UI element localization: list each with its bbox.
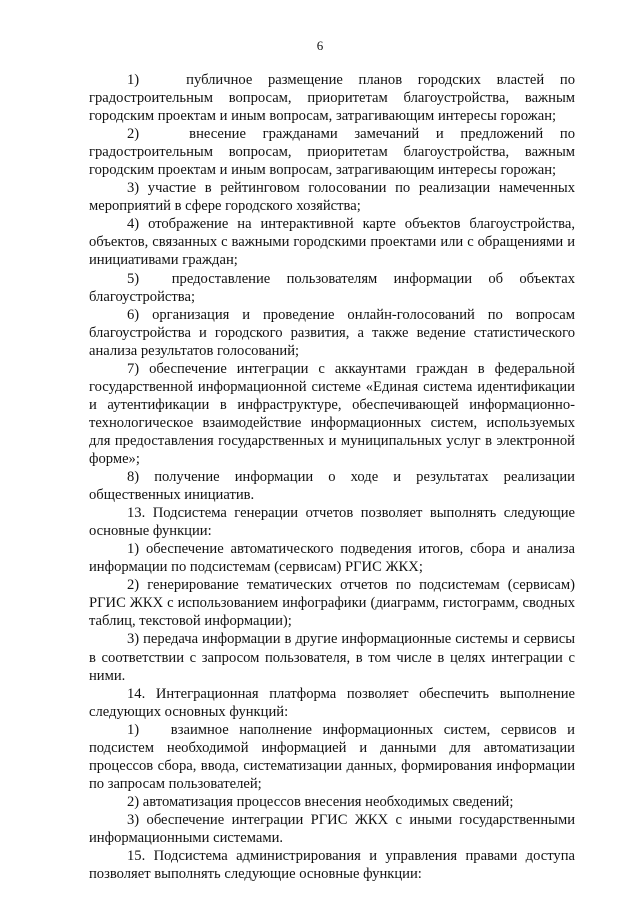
section-14-heading: 14. Интеграционная платформа позволяет обеспечить выполнение следующих основных функций: <box>89 685 575 720</box>
list-item-gis-integration: 3) обеспечение интеграции РГИС ЖКХ с иными государственными информационными системами. <box>89 811 575 846</box>
document-body <box>89 71 575 883</box>
list-item-thematic-reports: 2) генерирование тематических отчетов по подсистемам (сервисам) РГИС ЖКХ с использованием инфографики (диаграмм, гистограмм, сводных таблиц, текстовой информации); <box>89 577 575 630</box>
section-13-heading: 13. Подсистема генерации отчетов позволяет выполнять следующие основные функции: <box>89 505 575 540</box>
list-item-public-placement: 1) публичное размещение планов городских властей по градостроительным вопросам, приоритетам благоустройства, важным городским проектам и иным вопросам, затрагивающим интересы горожан; <box>89 72 575 125</box>
list-item-auto-summary: 1) обеспечение автоматического подведения итогов, сбора и анализа информации по подсистемам (сервисам) РГИС ЖКХ; <box>89 541 575 576</box>
section-15-heading: 15. Подсистема администрирования и управления правами доступа позволяет выполнять следующие основные функции: <box>89 848 575 883</box>
list-item-rating-voting: 3) участие в рейтинговом голосовании по реализации намеченных мероприятий в сфере городского хозяйства; <box>89 180 575 215</box>
list-item-interactive-map: 4) отображение на интерактивной карте объектов благоустройства, объектов, связанных с важными городскими проектами или с обращениями и инициативами граждан; <box>89 216 575 269</box>
list-item-mutual-filling: 1) взаимное наполнение информационных систем, сервисов и подсистем необходимой информацией и данными для автоматизации процессов сбора, ввода, систематизации данных, формирования информации по запросам пользователей; <box>89 721 575 792</box>
list-item-data-transfer: 3) передача информации в другие информационные системы и сервисы в соответствии с запросом пользователя, в том числе в целях интеграции с ними. <box>89 631 575 684</box>
list-item-initiative-info: 8) получение информации о ходе и результатах реализации общественных инициатив. <box>89 469 575 504</box>
list-item-citizen-remarks: 2) внесение гражданами замечаний и предложений по градостроительным вопросам, приоритетам благоустройства, важным городским проектам и иным вопросам, затрагивающим интересы горожан; <box>89 126 575 179</box>
list-item-automation: 2) автоматизация процессов внесения необходимых сведений; <box>127 793 514 810</box>
list-item-online-voting: 6) организация и проведение онлайн-голосований по вопросам благоустройства и городского развития, а также ведение статистического анализа результатов голосований; <box>89 306 575 359</box>
list-item-esia-integration: 7) обеспечение интеграции с аккаунтами граждан в федеральной государственной информационной системе «Единая система идентификации и аутентификации в инфраструктуре, обеспечивающей информационно-технологическое взаимодействие информационных систем, используемых для предоставления государственных и муниципальных услуг в электронной форме»; <box>89 360 575 467</box>
page-number: 6 <box>316 38 324 53</box>
list-item-user-information: 5) предоставление пользователям информации об объектах благоустройства; <box>89 270 575 305</box>
